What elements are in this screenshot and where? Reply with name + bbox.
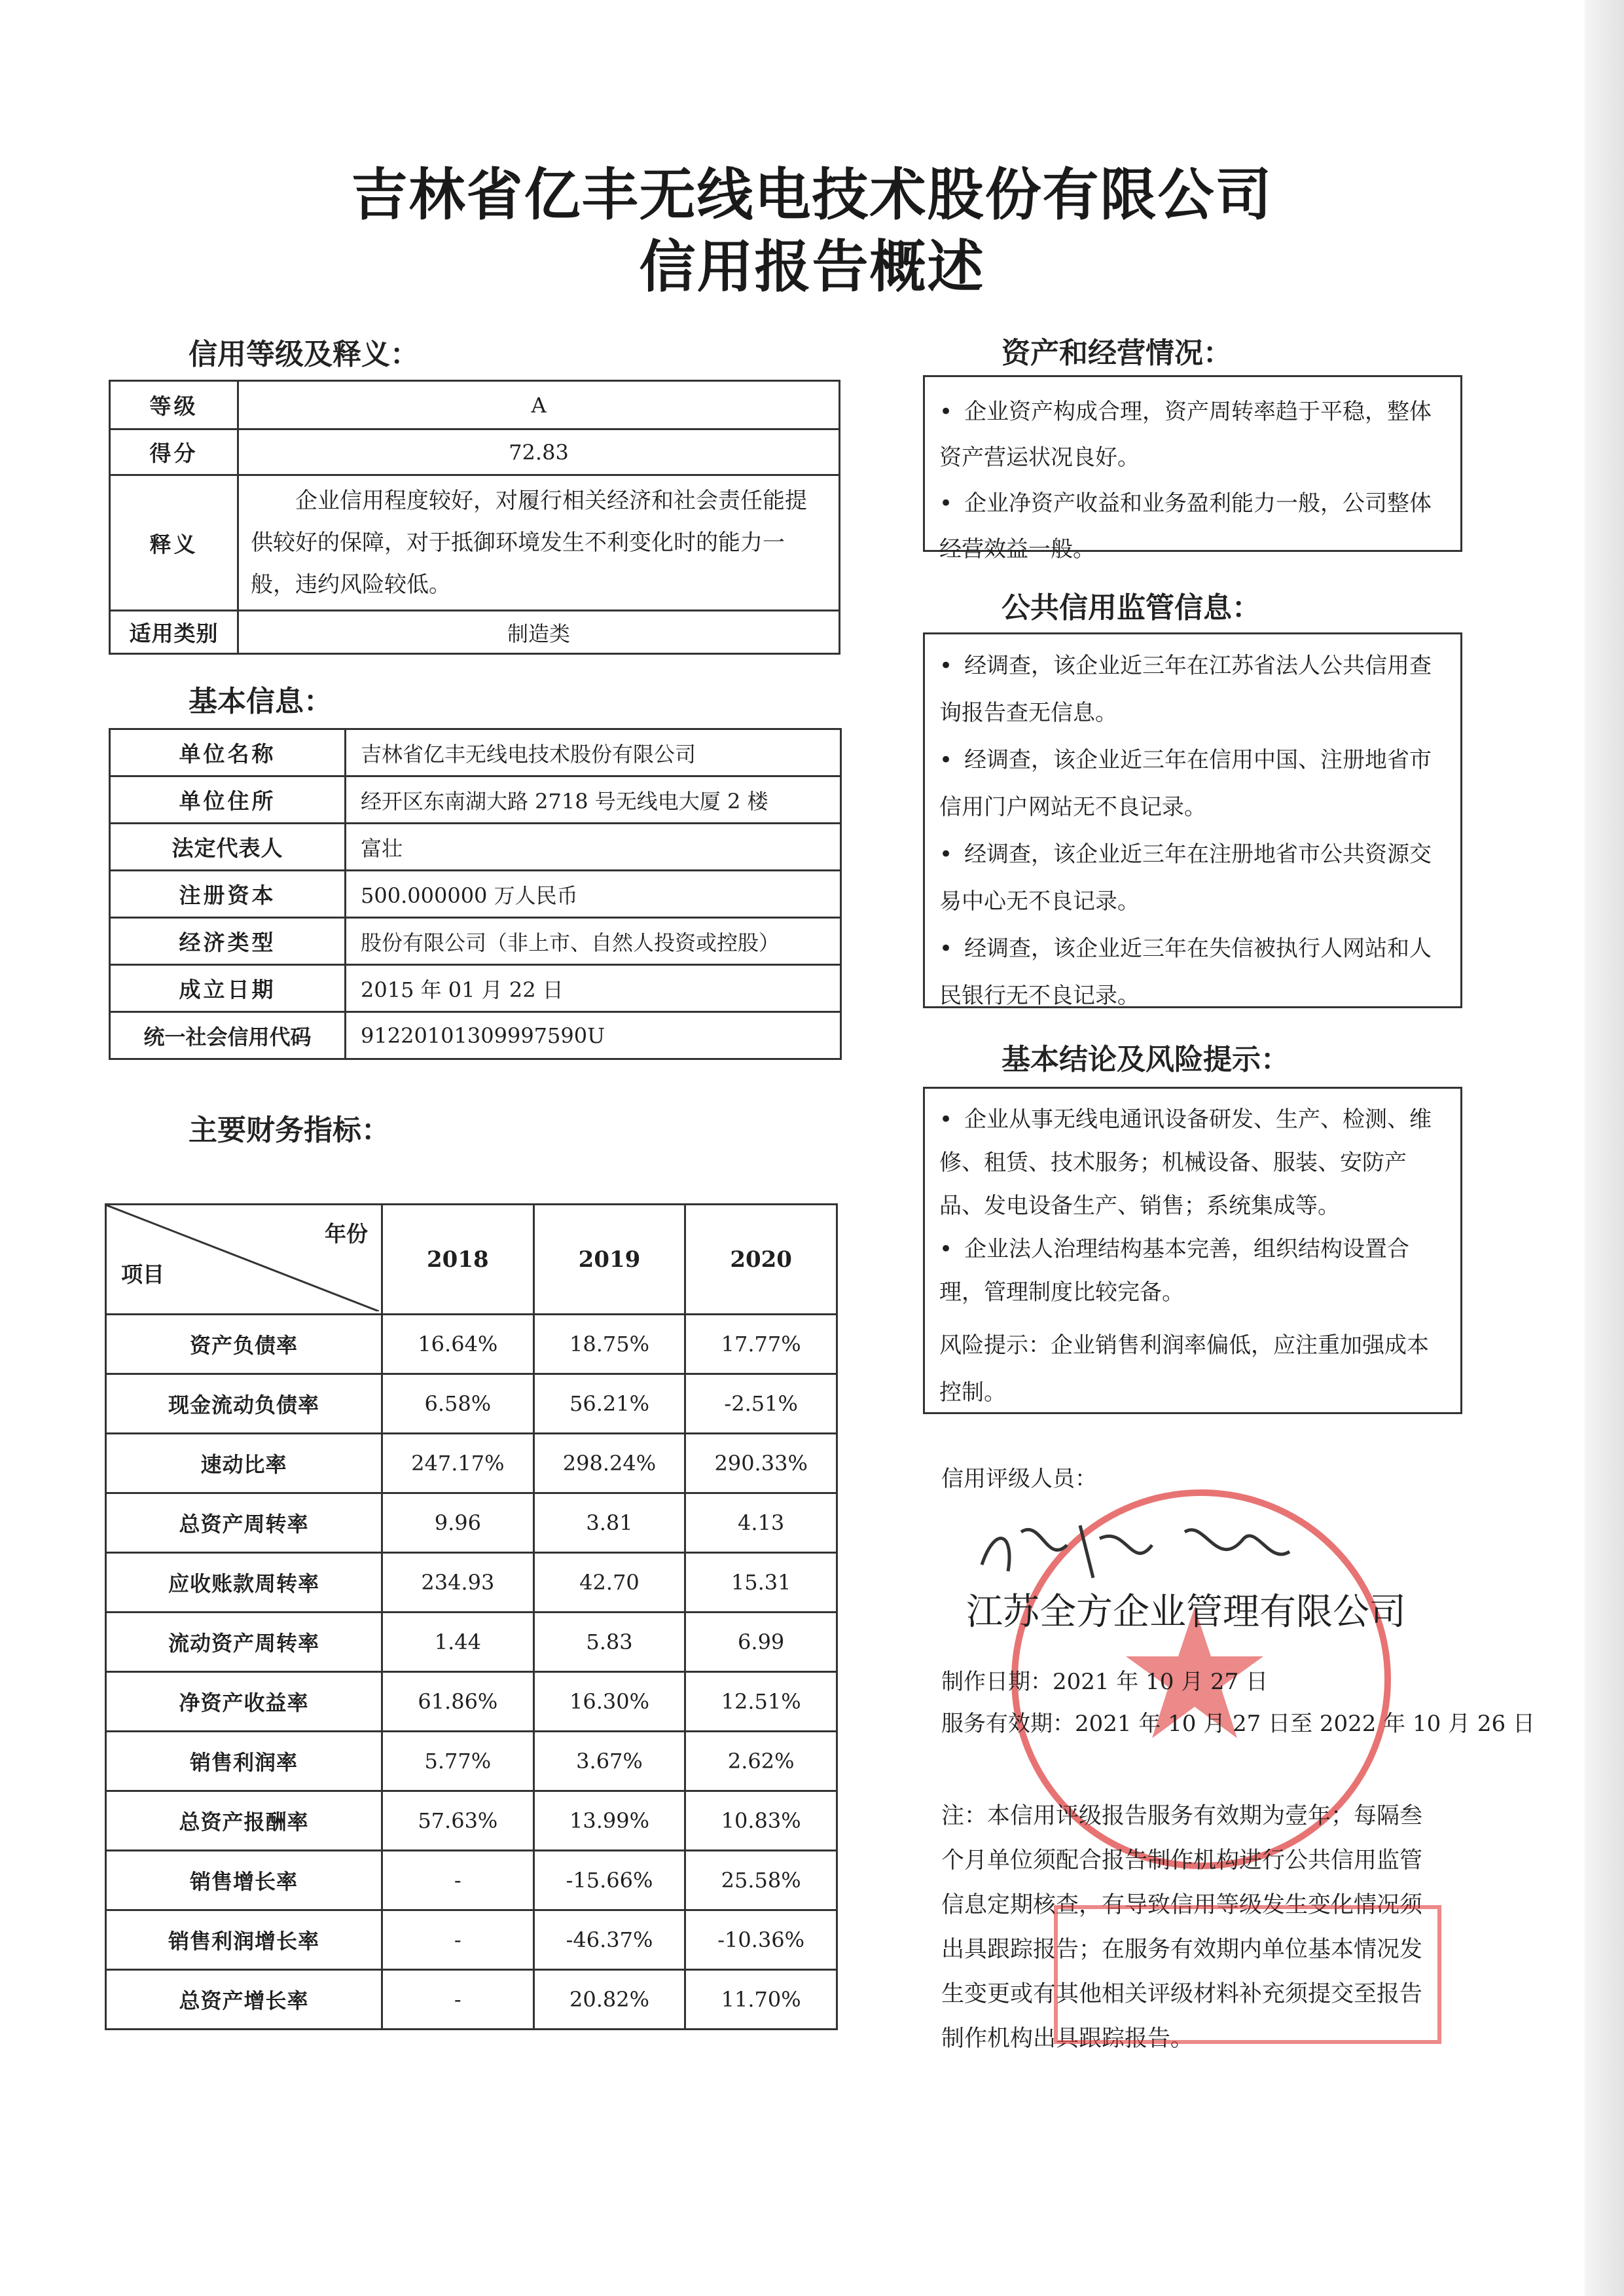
finance-value: 42.70: [533, 1553, 685, 1613]
public-section-title: 公共信用监管信息：: [1001, 591, 1261, 625]
rating-score: 72.83: [238, 429, 840, 475]
finance-row: [106, 1493, 837, 1553]
finance-row: [106, 1910, 837, 1970]
rating-row: [110, 429, 840, 475]
basic-label: 成立日期: [110, 965, 346, 1012]
rating-table: [109, 380, 840, 655]
finance-row: [106, 1374, 837, 1434]
finance-value: -2.51%: [685, 1374, 837, 1434]
finance-value: 234.93: [382, 1553, 534, 1613]
conclusion-item: • 企业从事无线电通讯设备研发、生产、检测、维修、租赁、技术服务；机械设备、服装、安防产品、发电设备生产、销售；系统集成等。: [939, 1098, 1447, 1228]
rating-row: [110, 475, 840, 611]
finance-value: 6.99: [685, 1613, 837, 1672]
basic-info-table: [109, 728, 842, 1060]
finance-header-item: 项目: [121, 1262, 164, 1287]
finance-metric-label: 总资产增长率: [106, 1970, 382, 2030]
finance-value: -10.36%: [685, 1910, 837, 1970]
finance-value: 3.81: [533, 1493, 685, 1553]
finance-year: 2020: [685, 1205, 837, 1315]
finance-row: [106, 1970, 837, 2030]
finance-metric-label: 净资产收益率: [106, 1672, 382, 1732]
made-date: 制作日期：2021 年 10 月 27 日: [941, 1669, 1269, 1695]
finance-value: 16.64%: [382, 1315, 534, 1374]
rating-category: 制造类: [238, 611, 840, 654]
finance-value: 20.82%: [533, 1970, 685, 2030]
public-box: [923, 632, 1462, 1008]
finance-metric-label: 销售利润增长率: [106, 1910, 382, 1970]
rating-row: [110, 611, 840, 654]
public-item: • 经调查，该企业近三年在信用中国、注册地省市信用门户网站无不良记录。: [939, 737, 1447, 831]
finance-value: 16.30%: [533, 1672, 685, 1732]
rating-grade: A: [238, 381, 840, 429]
basic-row: [110, 776, 841, 824]
finance-metric-label: 销售增长率: [106, 1851, 382, 1910]
finance-value: 9.96: [382, 1493, 534, 1553]
basic-value: 吉林省亿丰无线电技术股份有限公司: [346, 729, 841, 776]
finance-value: -: [382, 1851, 534, 1910]
finance-value: 290.33%: [685, 1434, 837, 1493]
finance-value: 13.99%: [533, 1791, 685, 1851]
finance-value: 6.58%: [382, 1374, 534, 1434]
finance-value: 61.86%: [382, 1672, 534, 1732]
assets-item: • 企业净资产收益和业务盈利能力一般，公司整体经营效益一般。: [939, 481, 1447, 572]
basic-row: [110, 965, 841, 1012]
basic-value: 2015 年 01 月 22 日: [346, 965, 841, 1012]
report-title-company: 吉林省亿丰无线电技术股份有限公司: [351, 162, 1273, 228]
basic-value: 91220101309997590U: [346, 1012, 841, 1059]
public-item: • 经调查，该企业近三年在注册地省市公共资源交易中心无不良记录。: [939, 831, 1447, 925]
finance-value: 1.44: [382, 1613, 534, 1672]
finance-value: 17.77%: [685, 1315, 837, 1374]
basic-row: [110, 824, 841, 871]
basic-value: 经开区东南湖大路 2718 号无线电大厦 2 楼: [346, 776, 841, 824]
finance-row: [106, 1851, 837, 1910]
record-stamp: [1054, 1905, 1441, 2044]
finance-metric-label: 速动比率: [106, 1434, 382, 1493]
assets-item: • 企业资产构成合理，资产周转率趋于平稳，整体资产营运状况良好。: [939, 389, 1447, 481]
issuer-company-name: 江苏全方企业管理有限公司: [966, 1591, 1406, 1633]
conclusion-section-title: 基本结论及风险提示：: [1001, 1043, 1290, 1076]
assets-box: [923, 375, 1462, 562]
rating-label: 得分: [110, 429, 238, 475]
finance-header-year: 年份: [325, 1221, 368, 1247]
public-list: [925, 634, 1460, 1019]
basic-label: 经济类型: [110, 918, 346, 965]
basic-value: 股份有限公司（非上市、自然人投资或控股）: [346, 918, 841, 965]
assets-list: [925, 377, 1460, 572]
finance-value: 57.63%: [382, 1791, 534, 1851]
finance-row: [106, 1613, 837, 1672]
finance-value: 12.51%: [685, 1672, 837, 1732]
rating-row: [110, 381, 840, 429]
finance-value: -: [382, 1910, 534, 1970]
finance-row: [106, 1672, 837, 1732]
finance-value: 11.70%: [685, 1970, 837, 2030]
finance-row: [106, 1732, 837, 1791]
service-validity: 服务有效期：2021 年 10 月 27 日至 2022 年 10 月 26 日: [941, 1711, 1535, 1737]
rating-label: 释义: [110, 475, 238, 611]
conclusion-item: • 企业法人治理结构基本完善，组织结构设置合理，管理制度比较完备。: [939, 1228, 1447, 1314]
finance-value: 25.58%: [685, 1851, 837, 1910]
finance-metric-label: 资产负债率: [106, 1315, 382, 1374]
finance-value: -46.37%: [533, 1910, 685, 1970]
basic-label: 单位住所: [110, 776, 346, 824]
footnote: 注：本信用评级报告服务有效期为壹年；每隔叁个月单位须配合报告制作机构进行公共信用监管信息定期核查，有导致信用等级发生变化情况须出具跟踪报告；在服务有效期内单位基本情况发生变更或有其他相关评级材料补充须提交至报告制作机构出具跟踪报告。: [941, 1803, 1423, 2052]
conclusion-box: [923, 1087, 1462, 1414]
finance-section-title: 主要财务指标：: [189, 1114, 390, 1147]
finance-row: [106, 1434, 837, 1493]
basic-row: [110, 918, 841, 965]
basic-label: 单位名称: [110, 729, 346, 776]
raters-label: 信用评级人员：: [941, 1466, 1097, 1492]
basic-row: [110, 871, 841, 918]
finance-value: 3.67%: [533, 1732, 685, 1791]
basic-section-title: 基本信息：: [189, 685, 333, 718]
finance-metric-label: 总资产周转率: [106, 1493, 382, 1553]
public-item: • 经调查，该企业近三年在失信被执行人网站和人民银行无不良记录。: [939, 925, 1447, 1019]
finance-value: 15.31: [685, 1553, 837, 1613]
finance-metric-label: 销售利润率: [106, 1732, 382, 1791]
finance-year: 2019: [533, 1205, 685, 1315]
basic-label: 注册资本: [110, 871, 346, 918]
finance-value: 5.77%: [382, 1732, 534, 1791]
finance-row: [106, 1553, 837, 1613]
finance-metric-label: 现金流动负债率: [106, 1374, 382, 1434]
finance-table: [105, 1203, 838, 2030]
basic-value: 富壮: [346, 824, 841, 871]
finance-body: [106, 1315, 837, 2030]
finance-value: 298.24%: [533, 1434, 685, 1493]
basic-row: [110, 729, 841, 776]
page-edge: [1585, 0, 1624, 2296]
finance-row: [106, 1315, 837, 1374]
finance-value: 56.21%: [533, 1374, 685, 1434]
finance-row: [106, 1791, 837, 1851]
rating-label: 适用类别: [110, 611, 238, 654]
finance-value: 4.13: [685, 1493, 837, 1553]
rating-explanation: 企业信用程度较好，对履行相关经济和社会责任能提供较好的保障，对于抵御环境发生不利变化时的能力一般，违约风险较低。: [238, 475, 840, 611]
finance-value: 2.62%: [685, 1732, 837, 1791]
conclusion-list: [925, 1089, 1460, 1314]
finance-header-row: [106, 1205, 837, 1315]
finance-corner-cell: [106, 1205, 382, 1315]
risk-hint: 风险提示：企业销售利润率偏低，应注重加强成本控制。: [939, 1332, 1429, 1406]
public-item: • 经调查，该企业近三年在江苏省法人公共信用查询报告查无信息。: [939, 642, 1447, 737]
finance-value: 5.83: [533, 1613, 685, 1672]
finance-year: 2018: [382, 1205, 534, 1315]
finance-value: -15.66%: [533, 1851, 685, 1910]
rating-section-title: 信用等级及释义：: [189, 338, 419, 371]
finance-metric-label: 总资产报酬率: [106, 1791, 382, 1851]
report-title-subtitle: 信用报告概述: [639, 234, 985, 300]
basic-value: 500.000000 万人民币: [346, 871, 841, 918]
finance-value: -: [382, 1970, 534, 2030]
basic-label: 法定代表人: [110, 824, 346, 871]
basic-row: [110, 1012, 841, 1059]
finance-value: 18.75%: [533, 1315, 685, 1374]
basic-label: 统一社会信用代码: [110, 1012, 346, 1059]
finance-metric-label: 流动资产周转率: [106, 1613, 382, 1672]
finance-value: 247.17%: [382, 1434, 534, 1493]
finance-value: 10.83%: [685, 1791, 837, 1851]
finance-metric-label: 应收账款周转率: [106, 1553, 382, 1613]
assets-section-title: 资产和经营情况：: [1001, 337, 1232, 370]
rating-label: 等级: [110, 381, 238, 429]
signature-icon: [969, 1506, 1309, 1591]
